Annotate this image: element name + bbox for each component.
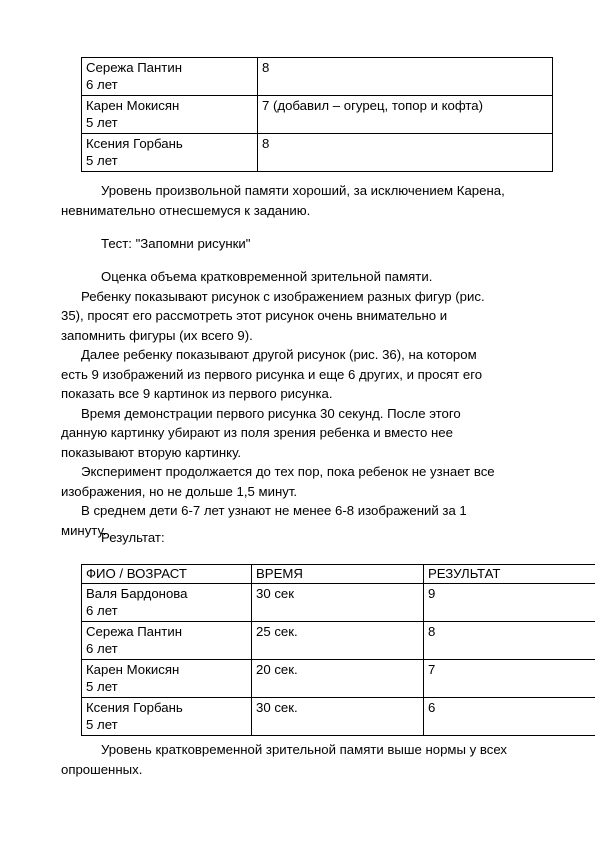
result-cell: 9 <box>424 584 595 622</box>
paragraph-voluntary-memory <box>61 181 551 220</box>
child-name: Сережа Пантин <box>86 60 182 75</box>
value-cell: 8 <box>258 134 553 172</box>
child-age: 5 лет <box>86 717 118 732</box>
text-line: Время демонстрации первого рисунка 30 секунд. После этого <box>81 405 461 421</box>
child-age: 6 лет <box>86 641 118 656</box>
paragraph-test-description <box>61 267 551 540</box>
time-cell: 25 сек. <box>252 622 424 660</box>
name-cell <box>82 698 252 736</box>
header-name-age: ФИО / ВОЗРАСТ <box>82 565 252 584</box>
table-row <box>82 660 595 698</box>
child-age: 5 лет <box>86 115 118 130</box>
child-name: Ксения Горбань <box>86 136 183 151</box>
text-line: невнимательно отнесшемуся к заданию. <box>61 202 311 218</box>
text-line: опрошенных. <box>61 761 143 777</box>
child-age: 6 лет <box>86 603 118 618</box>
table-row <box>82 584 595 622</box>
table-row <box>82 698 595 736</box>
text-line: В среднем дети 6-7 лет узнают не менее 6-8 изображений за 1 <box>81 503 467 518</box>
table-row <box>82 58 553 96</box>
text-line: Эксперимент продолжается до тех пор, пока ребенок не узнает все <box>81 464 495 479</box>
header-result: РЕЗУЛЬТАТ <box>424 565 595 584</box>
text-line: показать все 9 картинок из первого рисунка. <box>61 386 333 401</box>
child-name: Карен Мокисян <box>86 662 180 677</box>
name-cell <box>82 660 252 698</box>
child-name: Валя Бардонова <box>86 586 188 601</box>
child-name: Карен Мокисян <box>86 98 180 113</box>
text-line: изображения, но не дольше 1,5 минут. <box>61 483 298 499</box>
result-cell: 8 <box>424 622 595 660</box>
text-line: Уровень произвольной памяти хороший, за исключением Карена, <box>101 183 505 198</box>
text-line: есть 9 изображений из первого рисунка и еще 6 других, и просят его <box>61 366 483 382</box>
test-title: Тест: "Запомни рисунки" <box>101 236 251 251</box>
time-cell: 30 сек. <box>252 698 424 736</box>
text-line: Ребенку показывают рисунок с изображением разных фигур (рис. <box>81 288 485 304</box>
text-line: запомнить фигуры (их всего 9). <box>61 327 253 343</box>
result-label: Результат: <box>101 530 165 545</box>
child-name: Сережа Пантин <box>86 624 182 639</box>
child-name: Ксения Горбань <box>86 700 183 715</box>
header-time: ВРЕМЯ <box>252 565 424 584</box>
table-header-row <box>82 565 595 584</box>
results-table-2 <box>81 564 595 736</box>
name-cell <box>82 622 252 660</box>
results-table-1 <box>81 57 553 172</box>
paragraph-conclusion <box>61 740 551 779</box>
child-age: 5 лет <box>86 153 118 168</box>
name-cell <box>82 58 258 96</box>
text-line: минуту. <box>61 522 107 538</box>
child-age: 5 лет <box>86 679 118 694</box>
text-line: показывают вторую картинку. <box>61 444 241 460</box>
table-row <box>82 96 553 134</box>
name-cell <box>82 134 258 172</box>
text-line: Далее ребенку показывают другой рисунок (рис. 36), на котором <box>81 347 477 362</box>
value-cell: 7 (добавил – огурец, топор и кофта) <box>258 96 553 134</box>
text-line: 35), просят его рассмотреть этот рисунок очень внимательно и <box>61 308 448 323</box>
name-cell <box>82 96 258 134</box>
text-line: Оценка объема кратковременной зрительной памяти. <box>101 269 433 284</box>
result-cell: 7 <box>424 660 595 698</box>
result-cell: 6 <box>424 698 595 736</box>
table-row <box>82 134 553 172</box>
child-age: 6 лет <box>86 77 118 92</box>
value-cell: 8 <box>258 58 553 96</box>
table-row <box>82 622 595 660</box>
time-cell: 20 сек. <box>252 660 424 698</box>
name-cell <box>82 584 252 622</box>
text-line: данную картинку убирают из поля зрения ребенка и вместо нее <box>61 425 453 440</box>
time-cell: 30 сек <box>252 584 424 622</box>
text-line: Уровень кратковременной зрительной памяти выше нормы у всех <box>101 742 507 757</box>
